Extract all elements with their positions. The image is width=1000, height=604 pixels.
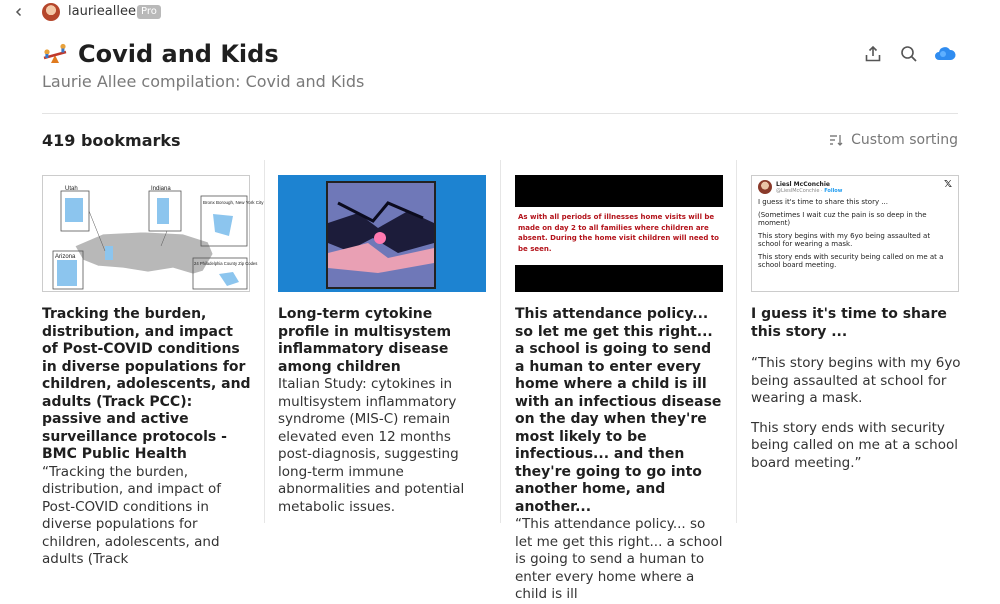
card-description: “This story begins with my 6yo being assaulted at school for wearing a mask.	[751, 355, 961, 406]
bookmark-card[interactable]	[42, 175, 264, 569]
header-divider	[42, 113, 958, 114]
column-divider	[736, 160, 737, 523]
card-title[interactable]: I guess it's time to share this story ...	[751, 306, 947, 340]
map-label-utah: Utah	[65, 186, 78, 192]
cytokine-image	[326, 181, 436, 289]
map-label-bronx: Bronx Borough, New York City	[203, 200, 264, 205]
map-label-indiana: Indiana	[151, 186, 171, 192]
card-title[interactable]: Tracking the burden, distribution, and impact of Post-COVID conditions in diverse populations for children, adolescents, and adults (Track PCC): passive and active surveillance protocols - BMC Public Health	[42, 306, 251, 462]
page-subtitle: Laurie Allee compilation: Covid and Kids	[42, 72, 365, 91]
cloud-button[interactable]	[934, 43, 956, 65]
avatar[interactable]	[42, 3, 60, 21]
map-label-arizona: Arizona	[55, 254, 76, 260]
notice-image	[515, 207, 723, 265]
tweet-line: (Sometimes I wait cuz the pain is so deep in the moment)	[758, 210, 927, 227]
card-title[interactable]: Long-term cytokine profile in multisystem inflammatory disease among children	[278, 306, 452, 375]
tweet-header	[758, 180, 952, 194]
seesaw-icon	[42, 41, 68, 67]
sort-button[interactable]	[829, 132, 958, 148]
card-description: “This attendance policy... so let me get this right... a school is going to send a human to enter every home where a child is ill	[515, 516, 723, 602]
page-title-row	[42, 38, 279, 70]
tweet-handle-row: @LieslMcConchie · Follow	[776, 187, 843, 194]
tweet-line: This story begins with my 6yo being assaulted at school for wearing a mask.	[758, 231, 931, 248]
bookmark-count: 419 bookmarks	[42, 131, 181, 150]
back-button[interactable]	[10, 3, 28, 21]
pro-badge: Pro	[137, 5, 161, 19]
header-actions	[862, 43, 956, 65]
card-description: Italian Study: cytokines in multisystem inflammatory syndrome (MIS-C) remain elevated even 12 months post-diagnosis, suggesting long-term immune abnormalities and potential metabolic issues.	[278, 376, 465, 515]
card-description: “Tracking the burden, distribution, and impact of Post-COVID conditions in diverse populations for children, adolescents, and adults (Track	[42, 463, 221, 567]
tweet-avatar	[758, 180, 772, 194]
map-label-philadelphia: 24 Philadelphia County Zip Codes	[194, 261, 258, 266]
x-logo-icon: 𝕏	[943, 179, 952, 190]
card-thumbnail[interactable]	[42, 175, 264, 292]
cloud-icon	[934, 45, 956, 63]
sort-icon	[829, 134, 843, 146]
tweet-author: Liesl McConchie	[776, 180, 830, 188]
card-description: This story ends with security being called on me at a school board meeting.”	[751, 419, 958, 471]
us-map-image	[43, 176, 264, 291]
card-thumbnail[interactable]	[515, 175, 723, 292]
page-title: Covid and Kids	[78, 40, 279, 68]
top-bar	[0, 0, 1000, 24]
share-icon	[864, 45, 882, 63]
column-divider	[500, 160, 501, 523]
bookmark-card[interactable]	[278, 175, 488, 516]
card-thumbnail[interactable]	[278, 175, 486, 292]
card-thumbnail[interactable]	[751, 175, 959, 292]
tweet-follow: Follow	[824, 187, 843, 194]
search-icon	[900, 45, 918, 63]
card-title[interactable]: This attendance policy... so let me get this right... a school is going to send a human to enter every home where a child is ill with an infectious disease on the day when they're most likely to be infectious... and then they're going to go into another home, and another...	[515, 306, 722, 515]
search-button[interactable]	[898, 43, 920, 65]
tweet-line: I guess it's time to share this story ...	[758, 198, 888, 206]
sort-label: Custom sorting	[851, 132, 958, 148]
notice-text: As with all periods of illnesses home visits will be made on day 2 to all families where children are absent. During the home visit children will need to be seen.	[518, 213, 719, 253]
chevron-left-icon	[14, 7, 24, 17]
tweet-handle: @LieslMcConchie	[776, 187, 820, 194]
column-divider	[264, 160, 265, 523]
bookmark-card[interactable]	[751, 175, 961, 472]
bookmark-card[interactable]	[515, 175, 725, 604]
username-link[interactable]: laurieallee	[68, 4, 136, 19]
share-button[interactable]	[862, 43, 884, 65]
tweet-line: This story ends with security being called on me at a school board meeting.	[758, 252, 944, 269]
